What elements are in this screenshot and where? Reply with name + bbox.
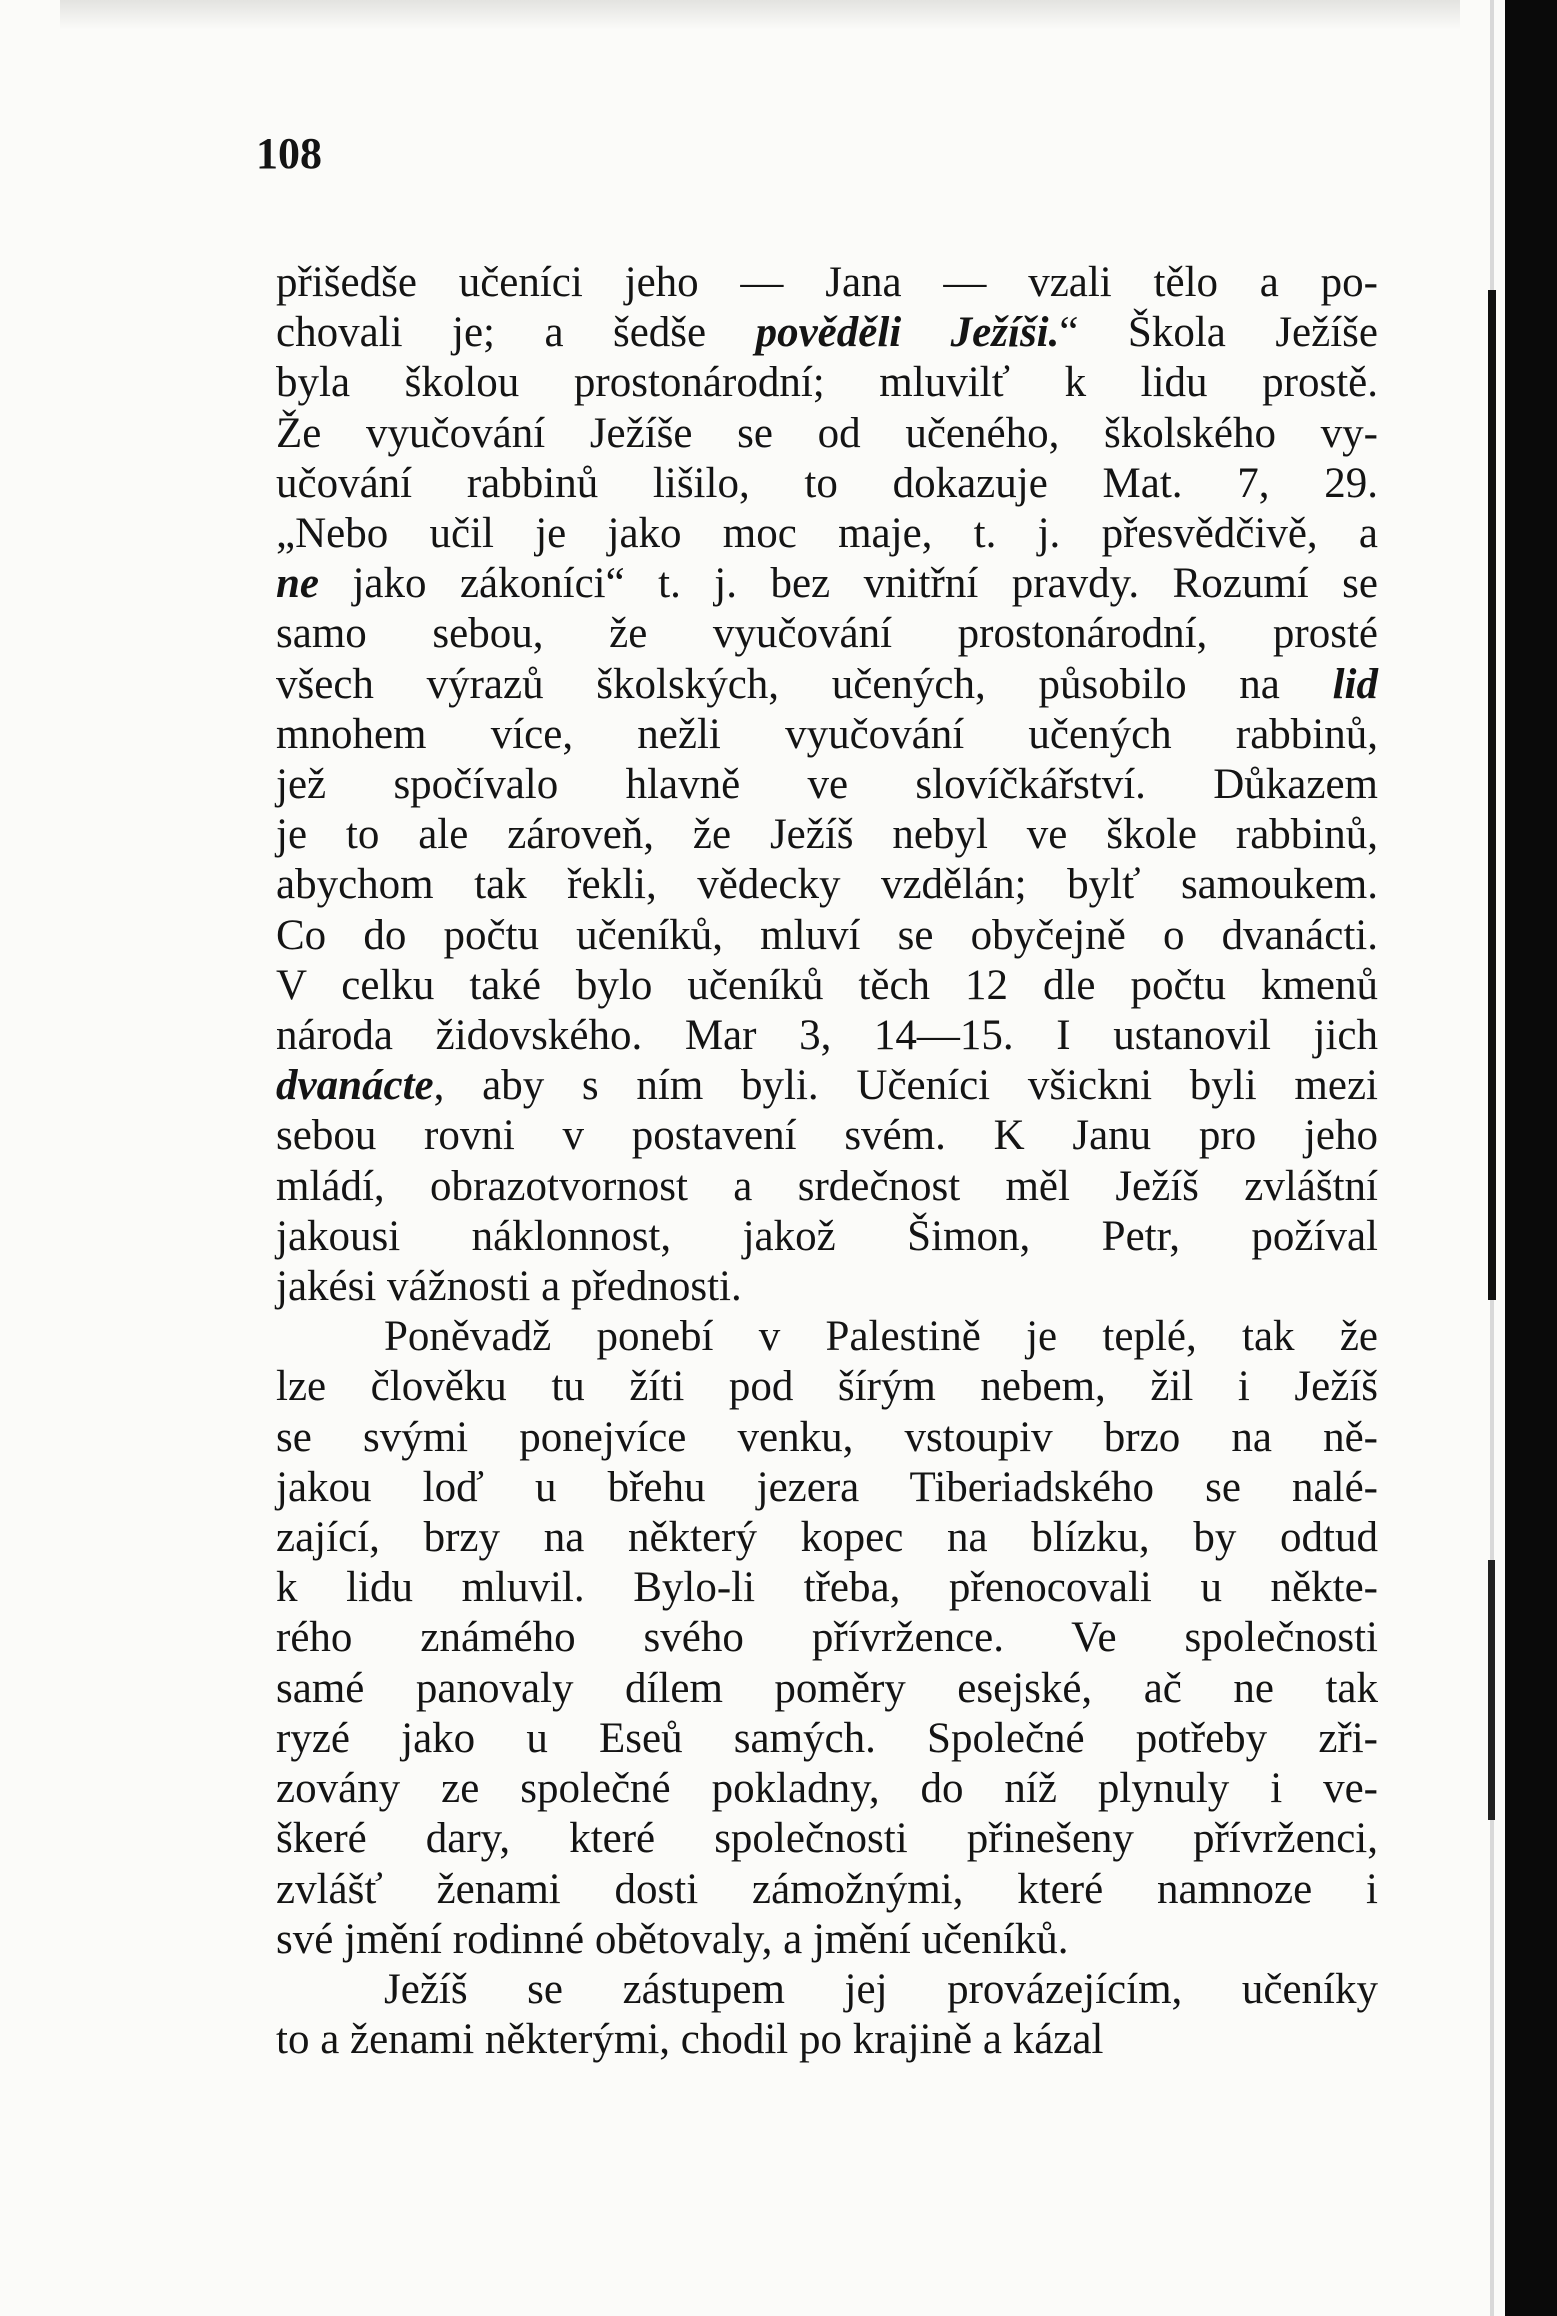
text-run: mládí, obrazotvornost a srdečnost měl Ježíš zvláštní xyxy=(276,1162,1378,1210)
text-run: abychom tak řekli, vědecky vzdělán; bylť samoukem. xyxy=(276,861,1378,909)
text-run: byla školou prostonárodní; mluvilť k lidu prostě. xyxy=(276,359,1378,407)
text-run: , aby s ním byli. Učeníci všickni byli mezi xyxy=(433,1062,1378,1110)
text-line xyxy=(276,1814,1378,1864)
text-run: jakési vážnosti a přednosti. xyxy=(276,1263,742,1311)
text-line xyxy=(276,1413,1378,1463)
binding-shadow xyxy=(1488,290,1496,1300)
text-run: je to ale zároveň, že Ježíš nebyl ve škole rabbinů, xyxy=(276,811,1378,859)
binding-shadow-lower xyxy=(1488,1560,1495,1820)
text-line xyxy=(276,1011,1378,1061)
text-line xyxy=(276,308,1378,358)
text-line xyxy=(276,1262,1378,1312)
text-line xyxy=(276,961,1378,1011)
emphasized-text: ne xyxy=(276,560,319,608)
text-line xyxy=(276,2015,1378,2065)
text-line xyxy=(276,409,1378,459)
text-run: Ježíš se zástupem jej provázejícím, učeníky xyxy=(384,1965,1378,2013)
text-run: samé panovaly dílem poměry esejské, ač ne tak xyxy=(276,1664,1378,1712)
text-run: V celku také bylo učeníků těch 12 dle počtu kmenů xyxy=(276,961,1378,1009)
text-run: jakou loď u břehu jezera Tiberiadského se nalé- xyxy=(276,1463,1378,1511)
text-run: jakousi náklonnost, jakož Šimon, Petr, požíval xyxy=(276,1212,1378,1260)
text-line xyxy=(276,509,1378,559)
text-line xyxy=(276,911,1378,961)
paragraph xyxy=(276,1965,1378,2065)
text-line xyxy=(276,1463,1378,1513)
text-line xyxy=(276,1111,1378,1161)
text-run: škeré dary, které společnosti přinešeny přívrženci, xyxy=(276,1815,1378,1863)
text-run: sebou rovni v postavení svém. K Janu pro jeho xyxy=(276,1112,1378,1160)
scan-border-right xyxy=(1505,0,1557,2316)
text-run: rého známého svého přívržence. Ve společnosti xyxy=(276,1614,1378,1662)
scan-top-shadow xyxy=(60,0,1460,30)
text-run: jako zákoníci“ t. j. bez vnitřní pravdy. Rozumí se xyxy=(319,560,1378,608)
text-line xyxy=(276,860,1378,910)
body-text xyxy=(276,258,1378,2065)
text-run: chovali je; a šedše xyxy=(276,309,756,357)
text-run: samo sebou, že vyučování prostonárodní, prosté xyxy=(276,610,1378,658)
text-line xyxy=(276,810,1378,860)
text-run: zající, brzy na některý kopec na blízku, by odtud xyxy=(276,1514,1378,1562)
text-line xyxy=(276,1764,1378,1814)
text-line xyxy=(276,1061,1378,1111)
text-run: přišedše učeníci jeho — Jana — vzali tělo a po- xyxy=(276,259,1378,306)
text-run: národa židovského. Mar 3, 14—15. I ustanovil jich xyxy=(276,1012,1378,1060)
text-line xyxy=(276,1714,1378,1764)
text-line xyxy=(276,1613,1378,1663)
text-run: ryzé jako u Eseů samých. Společné potřeby zři- xyxy=(276,1714,1378,1762)
text-line xyxy=(276,1162,1378,1212)
text-run: to a ženami některými, chodil po krajině a kázal xyxy=(276,2016,1104,2064)
text-line xyxy=(276,760,1378,810)
text-line xyxy=(276,358,1378,408)
text-line xyxy=(276,1563,1378,1613)
text-line xyxy=(276,1965,1378,2015)
paragraph xyxy=(276,1312,1378,1965)
text-run: k lidu mluvil. Bylo-li třeba, přenocovali u někte- xyxy=(276,1564,1378,1612)
text-run: zovány ze společné pokladny, do níž plynuly i ve- xyxy=(276,1765,1378,1813)
emphasized-text: pověděli Ježíši. xyxy=(755,309,1060,357)
page-number: 108 xyxy=(256,129,322,178)
text-run: své jmění rodinné obětovaly, a jmění učeníků. xyxy=(276,1915,1069,1963)
text-run: učování rabbinů lišilo, to dokazuje Mat. 7, 29. xyxy=(276,459,1378,507)
text-run: se svými ponejvíce venku, vstoupiv brzo na ně- xyxy=(276,1413,1378,1461)
text-line xyxy=(276,1865,1378,1915)
text-line xyxy=(276,1212,1378,1262)
text-run: všech výrazů školských, učených, působilo na xyxy=(276,660,1333,708)
text-line xyxy=(276,1664,1378,1714)
text-run: lze člověku tu žíti pod šírým nebem, žil i Ježíš xyxy=(276,1363,1378,1411)
text-run: Poněvadž ponebí v Palestině je teplé, tak že xyxy=(384,1313,1378,1361)
text-line xyxy=(276,1513,1378,1563)
text-run: mnohem více, nežli vyučování učených rabbinů, xyxy=(276,710,1378,758)
emphasized-text: lid xyxy=(1332,660,1378,708)
text-run: jež spočívalo hlavně ve slovíčkářství. Důkazem xyxy=(276,761,1378,809)
text-line xyxy=(276,710,1378,760)
text-line xyxy=(276,609,1378,659)
text-line xyxy=(276,258,1378,308)
emphasized-text: dvanácte xyxy=(276,1062,434,1110)
text-line xyxy=(276,1915,1378,1965)
text-line xyxy=(276,1362,1378,1412)
text-run: „Nebo učil je jako moc maje, t. j. přesvědčivě, a xyxy=(276,510,1378,558)
paragraph xyxy=(276,258,1378,1312)
text-line xyxy=(276,459,1378,509)
text-line xyxy=(276,559,1378,609)
text-run: Co do počtu učeníků, mluví se obyčejně o dvanácti. xyxy=(276,911,1378,959)
text-run: “ Škola Ježíše xyxy=(1059,309,1378,357)
text-run: zvlášť ženami dosti zámožnými, které namnoze i xyxy=(276,1865,1378,1913)
text-line xyxy=(276,660,1378,710)
text-run: Že vyučování Ježíše se od učeného, školského vy- xyxy=(276,409,1378,457)
text-line xyxy=(276,1312,1378,1362)
